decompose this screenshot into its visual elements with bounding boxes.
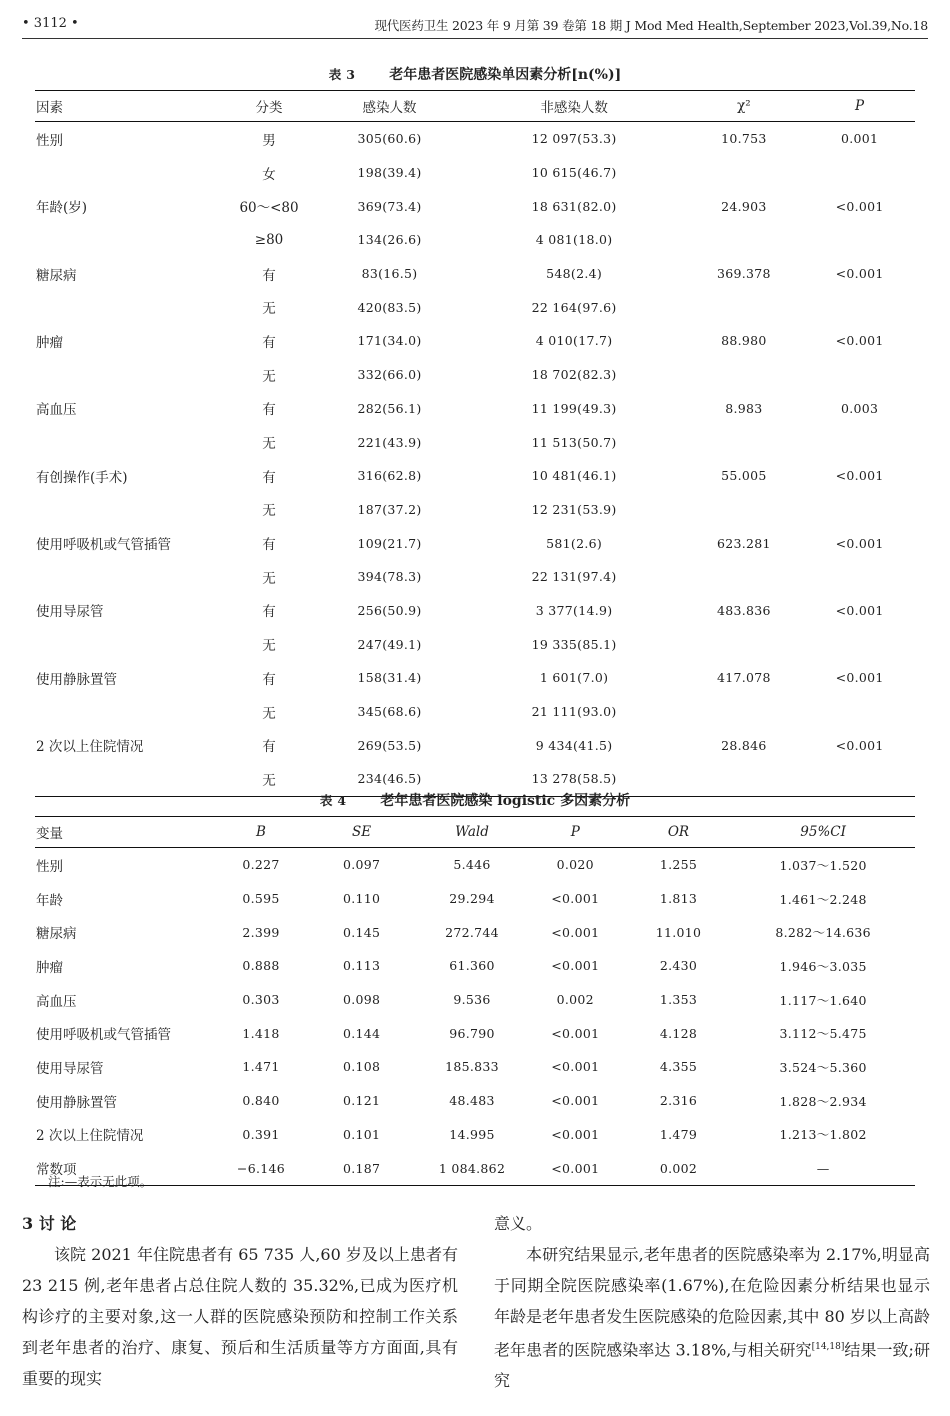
table3-cell-factor: 糖尿病 [36,267,77,284]
table4-cell-ci: 1.946～3.035 [779,958,867,974]
table3-row [35,358,915,392]
table4-cell-b: 2.399 [242,924,280,940]
table4-cell-or: 4.128 [659,1025,698,1041]
table3-cell-factor: 肿瘤 [36,334,63,351]
table4-cell-se: 0.113 [342,958,381,974]
table4-cell-p: <0.001 [551,958,600,974]
table4-col-ci: 95%CI [731,817,915,848]
table4-cell-or: 1.813 [659,891,698,907]
table4-cell-variable: 年龄 [36,892,63,909]
table3-cell-category: 60～<80 [239,200,299,217]
table3-cell-p [804,560,915,594]
table4-col-p: P [525,817,626,848]
table3-row [35,526,915,560]
table4-cell-se: 0.097 [342,857,381,873]
table4-cell-wald: 1 084.862 [419,1151,525,1185]
table4-col-variable: 变量 [35,817,218,848]
table3-cell-noninfected: 22 164(97.6) [531,299,617,315]
table4-cell-wald: 48.483 [449,1093,495,1109]
page-number: • 3112 • [22,16,79,31]
table3-row [35,122,915,156]
table4-cell-se: 0.144 [342,1025,381,1041]
table3-cell-infected: 332(66.0) [357,367,422,383]
table3-cell-noninfected: 9 434(41.5) [535,737,613,753]
table3-row [35,594,915,628]
table4-cell-or: 1.479 [659,1126,698,1142]
table3-cell-p [804,627,915,661]
table4-cell-variable: 使用导尿管 [36,1060,104,1077]
table4-cell-p: <0.001 [525,1151,626,1185]
table3-cell-chi2: 483.836 [716,602,771,618]
table3-row [35,493,915,527]
table3-cell-category: 有 [262,739,276,756]
table3-cell-factor [35,493,224,527]
table4-cell-wald: 29.294 [449,891,495,907]
table3-cell-category: 有 [262,334,276,351]
table3-cell-factor [35,290,224,324]
table3-cell-p: 0.003 [840,400,879,416]
table4-header-row [35,817,915,848]
table3-cell-category: 无 [262,368,276,385]
table4-row [35,949,915,983]
table3-cell-noninfected: 12 231(53.9) [531,501,617,517]
table3-cell-factor: 使用静脉置管 [36,671,117,688]
journal-info: 现代医药卫生 2023 年 9 月第 39 卷第 18 期 J Mod Med Health,September 2023,Vol.39,No.18 [374,18,928,33]
table3-row [35,661,915,695]
table3-cell-infected: 305(60.6) [357,131,422,147]
table3-cell-chi2: 417.078 [716,670,771,686]
table3-cell-noninfected: 12 097(53.3) [531,131,617,147]
table3-row [35,257,915,291]
table4-col-wald: Wald [419,817,525,848]
table4-cell-variable: 糖尿病 [36,926,77,943]
table4-cell-or: 4.355 [659,1059,698,1075]
table3-cell-category: 有 [262,469,276,486]
table4-cell-wald: 5.446 [453,857,491,873]
table3-cell-factor: 高血压 [36,402,77,419]
table3-row [35,695,915,729]
table3-cell-infected: 394(78.3) [357,569,422,585]
table3-cell-category: 有 [262,402,276,419]
table3-cell-p: <0.001 [835,198,884,214]
table3-cell-infected: 83(16.5) [361,266,418,282]
table3-cell-infected: 282(56.1) [357,400,422,416]
table4-note: 注:—表示无此项。 [48,1174,153,1189]
table4-cell-ci: 1.117～1.640 [779,992,867,1008]
table3-cell-chi2 [684,425,805,459]
table3-col-chi2: χ² [684,91,805,122]
section-heading: 3 讨 论 [22,1214,77,1233]
table3-cell-infected: 198(39.4) [357,165,422,181]
table3-cell-p [804,695,915,729]
table4-cell-b: −6.146 [218,1151,304,1185]
table3-cell-chi2: 55.005 [721,468,767,484]
table4-cell-se: 0.145 [342,924,381,940]
table3-cell-p: <0.001 [835,737,884,753]
table3 [35,90,915,797]
table4 [35,816,915,1186]
table4-row [35,882,915,916]
table3-row [35,223,915,257]
table3-cell-noninfected: 581(2.6) [546,535,603,551]
table3-cell-category: 有 [262,537,276,554]
table4-cell-or: 1.353 [659,992,698,1008]
table4-cell-wald: 9.536 [453,992,491,1008]
table3-row [35,290,915,324]
table4-cell-variable: 使用呼吸机或气管插管 [36,1027,171,1044]
table4-cell-or: 1.255 [659,857,698,873]
table3-cell-factor [35,156,224,190]
table4-cell-p: 0.020 [556,857,594,873]
table4-cell-b: 1.471 [242,1059,280,1075]
table3-cell-factor: 使用导尿管 [36,604,104,621]
table3-cell-factor [35,223,224,257]
table4-cell-or: 0.002 [626,1151,732,1185]
table4-cell-wald: 272.744 [445,924,499,940]
table3-title: 老年患者医院感染单因素分析[n(%)] [389,67,622,83]
table3-cell-p: <0.001 [835,535,884,551]
table4-col-se: SE [304,817,419,848]
table4-cell-ci: 8.282～14.636 [775,925,871,941]
table4-cell-p: <0.001 [551,1126,600,1142]
table3-cell-infected: 316(62.8) [357,468,422,484]
table3-cell-chi2 [684,695,805,729]
table3-cell-noninfected: 18 702(82.3) [531,367,617,383]
table4-cell-or: 2.316 [659,1093,698,1109]
table3-cell-category: 女 [262,166,276,183]
table4-cell-p: <0.001 [551,924,600,940]
table3-cell-infected: 171(34.0) [357,333,422,349]
discussion-paragraph-2 [494,1239,930,1396]
table3-cell-category: ≥80 [254,231,284,248]
table3-cell-factor: 性别 [36,132,63,149]
table4-cell-p: <0.001 [551,1059,600,1075]
table4-cell-ci: 1.037～1.520 [779,857,867,873]
table3-row [35,728,915,762]
table3-row [35,459,915,493]
table3-cell-infected: 158(31.4) [357,670,422,686]
table3-cell-factor [35,358,224,392]
table4-cell-ci: 3.524～5.360 [779,1059,867,1075]
table3-cell-infected: 420(83.5) [357,299,422,315]
table4-caption [0,790,950,810]
table3-row [35,392,915,426]
table3-cell-noninfected: 4 010(17.7) [535,333,613,349]
table3-cell-noninfected: 21 111(93.0) [531,704,617,720]
table4-cell-ci: — [731,1151,915,1185]
table3-cell-p [804,425,915,459]
table3-cell-category: 有 [262,604,276,621]
citation-ref: [14,18] [811,1342,845,1352]
table3-cell-noninfected: 4 081(18.0) [535,232,613,248]
table3-cell-category: 无 [262,503,276,520]
table3-cell-chi2: 10.753 [721,131,767,147]
table3-col-infected: 感染人数 [314,91,464,122]
table4-cell-variable: 2 次以上住院情况 [36,1128,144,1145]
table4-row [35,915,915,949]
table3-cell-category: 男 [262,132,276,149]
table3-cell-category: 无 [262,436,276,453]
table4-cell-variable: 性别 [36,858,63,875]
table4-cell-b: 1.418 [242,1025,280,1041]
running-header [22,12,928,39]
table4-cell-p: <0.001 [551,1025,600,1041]
table4-cell-variable: 常数项 [35,1151,218,1185]
table4-cell-p: 0.002 [556,992,594,1008]
discussion-right-column [494,1208,930,1396]
table4-cell-variable: 高血压 [36,993,77,1010]
table3-cell-factor: 2 次以上住院情况 [36,739,144,756]
table3-col-factor: 因素 [35,91,224,122]
table3-cell-noninfected: 11 513(50.7) [531,434,617,450]
table3-row [35,324,915,358]
table3-cell-infected: 109(21.7) [357,535,422,551]
table3-cell-infected: 234(46.5) [314,762,464,796]
table3-cell-p [804,493,915,527]
table3-cell-noninfected: 1 601(7.0) [539,670,609,686]
table3-cell-chi2 [684,493,805,527]
table3-cell-noninfected: 13 278(58.5) [465,762,684,796]
table4-cell-se: 0.101 [342,1126,381,1142]
table3-caption [0,64,950,84]
table3-cell-infected: 134(26.6) [357,232,422,248]
table4-cell-wald: 185.833 [445,1059,499,1075]
table3-cell-noninfected: 22 131(97.4) [531,569,617,585]
table3-cell-category: 无 [224,762,315,796]
table3-cell-noninfected: 19 335(85.1) [531,636,617,652]
table4-cell-wald: 61.360 [449,958,495,974]
table3-number: 表 3 [328,67,356,82]
table3-cell-factor: 年龄(岁) [36,200,88,217]
table3-cell-chi2 [684,290,805,324]
table4-row [35,1084,915,1118]
table3-cell-chi2: 24.903 [721,198,767,214]
table4-col-or: OR [626,817,732,848]
table4-cell-p: <0.001 [551,891,600,907]
table3-cell-noninfected: 10 615(46.7) [531,165,617,181]
table3-row [35,156,915,190]
table4-row [35,848,915,882]
table3-cell-noninfected: 11 199(49.3) [531,400,617,416]
table3-cell-chi2 [684,560,805,594]
table3-row [35,189,915,223]
table4-cell-wald: 14.995 [449,1126,495,1142]
table4-col-b: B [218,817,304,848]
table4-cell-ci: 1.461～2.248 [779,891,867,907]
table4-cell-wald: 96.790 [449,1025,495,1041]
table4-cell-variable: 肿瘤 [36,959,63,976]
table4-cell-se: 0.110 [342,891,381,907]
discussion-paragraph-1: 该院 2021 年住院患者有 65 735 人,60 岁及以上患者有 23 215 例,老年患者占总住院人数的 35.32%,已成为医疗机构诊疗的主要对象,这一人群的医院感染预防和控制工作关系到老年患者的治疗、康复、预后和生活质量等方方面面,具有重要的现实 [22,1245,458,1388]
table3-cell-infected: 187(37.2) [357,501,422,517]
table3-cell-factor [35,560,224,594]
discussion-left-column [22,1208,458,1394]
table3-cell-noninfected: 548(2.4) [546,266,603,282]
table3-cell-category: 无 [262,570,276,587]
table3-cell-p: <0.001 [835,266,884,282]
table3-cell-category: 有 [262,671,276,688]
table3-cell-p [804,156,915,190]
table3-cell-factor [35,627,224,661]
table3-cell-p [804,223,915,257]
table3-cell-p: <0.001 [835,670,884,686]
table4-cell-p: <0.001 [551,1093,600,1109]
table4-row [35,983,915,1017]
table4-cell-ci: 1.213～1.802 [779,1127,867,1143]
table3-cell-infected: 247(49.1) [357,636,422,652]
table3-cell-noninfected: 18 631(82.0) [531,198,617,214]
table3-cell-infected: 345(68.6) [357,704,422,720]
table4-number: 表 4 [319,793,347,808]
table3-cell-noninfected: 10 481(46.1) [531,468,617,484]
table4-cell-b: 0.840 [242,1093,280,1109]
table4-cell-variable: 使用静脉置管 [36,1094,117,1111]
table3-cell-p: <0.001 [835,468,884,484]
table4-cell-ci: 3.112～5.475 [779,1026,867,1042]
table4-cell-se: 0.098 [342,992,381,1008]
table3-cell-category: 无 [262,705,276,722]
table3-row [35,425,915,459]
table3-cell-chi2: 623.281 [716,535,771,551]
table3-cell-chi2 [684,223,805,257]
table3-cell-factor [35,695,224,729]
table4-cell-b: 0.303 [242,992,280,1008]
table4-row [35,1118,915,1152]
table3-cell-chi2: 28.846 [721,737,767,753]
table4-cell-se: 0.121 [342,1093,381,1109]
table3-cell-factor: 使用呼吸机或气管插管 [36,537,171,554]
table3-cell-chi2: 369.378 [716,266,771,282]
table3-cell-chi2 [684,627,805,661]
table3-row [35,560,915,594]
table4-cell-se: 0.187 [304,1151,419,1185]
table4-cell-b: 0.391 [242,1126,280,1142]
table3-cell-category: 有 [262,267,276,284]
table3-cell-p: 0.001 [840,131,879,147]
table3-cell-p [804,358,915,392]
table4-cell-se: 0.108 [342,1059,381,1075]
table3-cell-category: 无 [262,638,276,655]
table4-cell-b: 0.888 [242,958,280,974]
table3-cell-p: <0.001 [835,333,884,349]
discussion-paragraph-2-end: 结果一致;研究 [494,1340,930,1391]
table3-row [35,627,915,661]
table3-cell-infected: 256(50.9) [357,602,422,618]
table3-cell-infected: 269(53.5) [357,737,422,753]
table4-row [35,1151,915,1185]
table3-cell-category: 无 [262,301,276,318]
table3-cell-infected: 221(43.9) [357,434,422,450]
discussion-paragraph-2-text: 本研究结果显示,老年患者的医院感染率为 2.17%,明显高于同期全院医院感染率(1.67%),在危险因素分析结果也显示年龄是老年患者发生医院感染的危险因素,其中 80 岁以上高龄老年患者的医院感染率达 3.18%,与相关研究 [494,1245,930,1360]
table3-header-row [35,91,915,122]
table3-cell-chi2: 8.983 [725,400,763,416]
table4-cell-ci: 1.828～2.934 [779,1093,867,1109]
table3-cell-noninfected: 3 377(14.9) [535,602,613,618]
table3-cell-factor [35,425,224,459]
table4-cell-b: 0.595 [242,891,280,907]
table3-cell-infected: 369(73.4) [357,198,422,214]
table3-cell-p [804,290,915,324]
table3-col-category: 分类 [224,91,315,122]
table3-cell-factor: 有创操作(手术) [36,469,128,486]
table3-col-noninfected: 非感染人数 [465,91,684,122]
table3-cell-chi2 [684,358,805,392]
table4-row [35,1050,915,1084]
table3-cell-chi2 [684,156,805,190]
table3-cell-chi2: 88.980 [721,333,767,349]
discussion-paragraph-1-end: 意义。 [494,1214,543,1233]
table4-title: 老年患者医院感染 logistic 多因素分析 [380,793,631,809]
table3-cell-p: <0.001 [835,602,884,618]
table4-cell-or: 11.010 [655,924,702,940]
table4-cell-or: 2.430 [659,958,698,974]
table4-cell-b: 0.227 [242,857,280,873]
table4-row [35,1016,915,1050]
table3-col-p: P [804,91,915,122]
